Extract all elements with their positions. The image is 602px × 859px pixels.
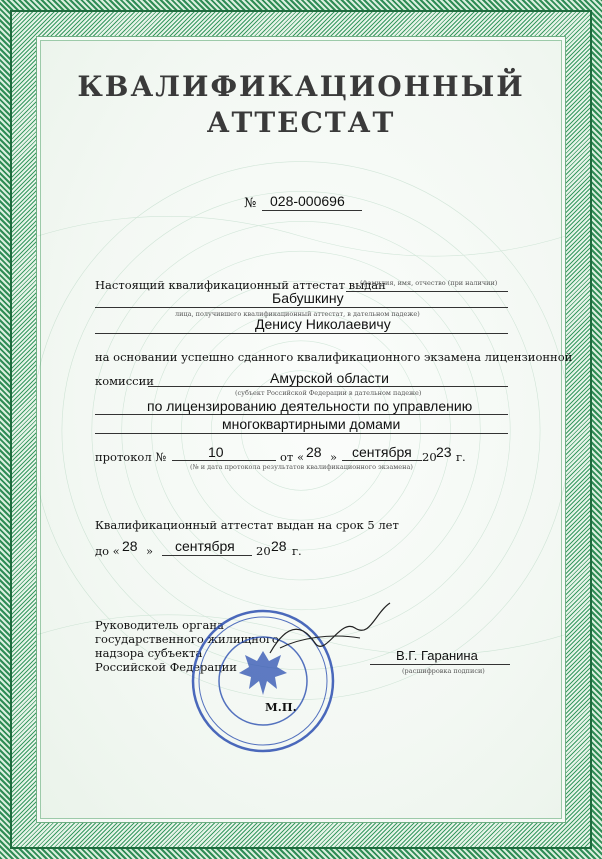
- issued-line-3: [95, 333, 508, 334]
- validity-month-line: [162, 555, 252, 556]
- signatory-name: В.Г. Гаранина: [396, 648, 478, 663]
- hint-protocol: (№ и дата протокола результатов квалификационного экзамена): [190, 463, 413, 471]
- surname: Бабушкину: [272, 290, 344, 306]
- validity-label: Квалификационный аттестат выдан на срок 5 лет: [95, 518, 399, 532]
- issued-line-2: [95, 307, 508, 308]
- certificate-number: 028-000696: [270, 193, 345, 209]
- validity-day: 28: [122, 538, 138, 554]
- basis-line2-underline: [95, 414, 508, 415]
- validity-close-quote: »: [146, 544, 154, 558]
- validity-until: до «: [95, 544, 120, 558]
- hint-fio: (фамилия, имя, отчество (при наличии): [360, 279, 498, 287]
- basis-line1: на основании успешно сданного квалификационного экзамена лицензионной: [95, 350, 573, 364]
- region: Амурской области: [270, 370, 389, 386]
- validity-year-prefix: 20: [256, 544, 271, 558]
- number-underline: [262, 210, 362, 211]
- title-line1: КВАЛИФИКАЦИОННЫЙ: [77, 70, 525, 103]
- validity-suffix: г.: [292, 544, 302, 558]
- protocol-suffix: г.: [456, 450, 466, 464]
- protocol-month: сентября: [352, 444, 412, 460]
- protocol-from: от «: [280, 450, 304, 464]
- signatory-name-line: [370, 664, 510, 665]
- protocol-number: 10: [208, 444, 224, 460]
- issued-to-label: Настоящий квалификационный аттестат выдан: [95, 278, 386, 292]
- signatory-line1: Руководитель органа: [95, 618, 224, 632]
- title-line2: АТТЕСТАТ: [206, 106, 396, 139]
- basis-line2: по лицензированию деятельности по управлению: [147, 398, 473, 414]
- basis-line3: многоквартирными домами: [222, 416, 401, 432]
- hint-dative: лица, получившего квалификационный аттестат, в дательном падеже): [175, 310, 420, 318]
- hint-region: (субъект Российской Федерации в дательном падеже): [235, 389, 422, 397]
- protocol-year: 23: [436, 444, 452, 460]
- issued-line-1: [346, 291, 508, 292]
- protocol-year-prefix: 20: [422, 450, 437, 464]
- signatory-line4: Российской Федерации: [95, 660, 237, 674]
- signature: [260, 598, 400, 668]
- protocol-number-line: [172, 460, 276, 461]
- region-line: [148, 386, 508, 387]
- number-sign: №: [244, 196, 257, 211]
- commission-label: комиссии: [95, 374, 154, 388]
- protocol-label: протокол №: [95, 450, 167, 464]
- signatory-line3: надзора субъекта: [95, 646, 203, 660]
- mp-label: М.П.: [265, 700, 297, 714]
- validity-year: 28: [271, 538, 287, 554]
- protocol-month-line: [342, 460, 422, 461]
- hint-signature: (расшифровка подписи): [402, 667, 485, 675]
- protocol-day: 28: [306, 444, 322, 460]
- protocol-close-quote: »: [330, 450, 338, 464]
- given-name: Денису Николаевичу: [255, 316, 391, 332]
- basis-line3-underline: [95, 433, 508, 434]
- signatory-line2: государственного жилищного: [95, 632, 279, 646]
- validity-month: сентября: [175, 538, 235, 554]
